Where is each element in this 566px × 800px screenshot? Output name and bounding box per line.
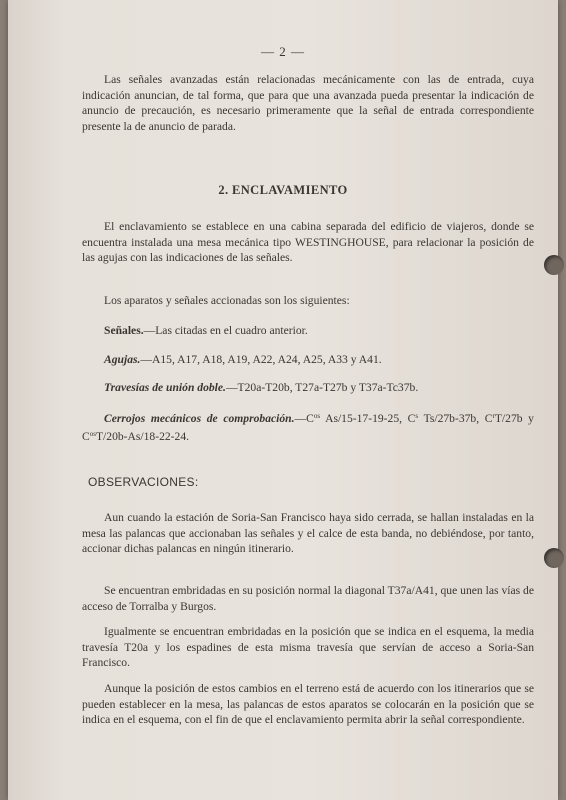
cerrojos-text-4: T/27b y C — [82, 412, 534, 443]
intro-paragraph: Las señales avanzadas están relacionadas mecánicamente con las de entrada, cuya indicación anuncian, de tal forma, que para que una avanzada pueda presentar la indicación de anuncio de precaución, es necesario primeramente que la señal de entrada correspondiente presente la de anuncio de parada. — [82, 73, 534, 133]
aparatos-intro: Los aparatos y señales accionadas son los siguientes: — [104, 294, 350, 307]
observacion-2: Se encuentran embridadas en su posición normal la diagonal T37a/A41, que unen las vías de acceso de Torralba y Burgos. — [82, 584, 534, 613]
observacion-3: Igualmente se encuentran embridadas en la posición que se indica en el esquema, la media travesía T20a y los espadines de esta misma travesía que servían de acceso a Soria-San Francisco. — [82, 625, 534, 670]
cerrojos-sup-4: os — [89, 429, 96, 438]
agujas-line — [82, 352, 534, 368]
agujas-text: —A15, A17, A18, A19, A22, A24, A25, A33 y A41. — [140, 353, 382, 366]
document-page — [8, 0, 558, 800]
cerrojos-text-3: Ts/27b-37b, C — [418, 412, 493, 425]
punch-hole-bottom — [544, 548, 564, 568]
cerrojos-sup-3: r — [492, 412, 495, 420]
page-number: — 2 — — [261, 44, 305, 59]
senales-text: —Las citadas en el cuadro anterior. — [143, 324, 308, 337]
cerrojos-text-2: As/15-17-19-25, C — [320, 412, 416, 425]
observacion-1: Aun cuando la estación de Soria-San Francisco haya sido cerrada, se hallan instaladas en la mesa las palancas que accionaban las señales y el calce de esta banda, no debiéndose, por tanto, accionar dichas palancas en ningún itinerario. — [82, 511, 534, 556]
senales-line — [82, 323, 534, 339]
travesias-label: Travesías de unión doble. — [104, 381, 226, 394]
punch-hole-top — [544, 255, 564, 275]
travesias-line — [82, 380, 534, 396]
observacion-4: Aunque la posición de estos cambios en el terreno está de acuerdo con los itinerarios que se pueden establecer en la mesa, las palancas de estos aparatos se colocarán en la posición que se indica en el esquema, con el fin de que el enclavamiento permita abrir la señal correspondiente. — [82, 682, 534, 727]
cerrojos-sup-2: s — [415, 412, 419, 420]
observaciones-heading: OBSERVACIONES: — [88, 475, 199, 489]
agujas-label: Agujas. — [104, 353, 141, 366]
cerrojos-label: Cerrojos mecánicos de comprobación. — [104, 412, 295, 425]
cerrojos-line — [82, 409, 534, 444]
travesias-text: —T20a-T20b, T27a-T27b y T37a-Tc37b. — [225, 381, 419, 394]
cerrojos-text-1: —C — [294, 412, 314, 425]
enclavamiento-paragraph: El enclavamiento se establece en una cabina separada del edificio de viajeros, donde se encuentra instalada una mesa mecánica tipo WESTINGHOUSE, para relacionar la posición de las agujas con las indicaciones de las señales. — [82, 220, 534, 265]
section-heading: 2. ENCLAVAMIENTO — [218, 183, 348, 197]
senales-label: Señales. — [104, 324, 144, 337]
cerrojos-sup-1: os — [313, 412, 321, 420]
cerrojos-text-5: T/20b-As/18-22-24. — [95, 429, 190, 443]
